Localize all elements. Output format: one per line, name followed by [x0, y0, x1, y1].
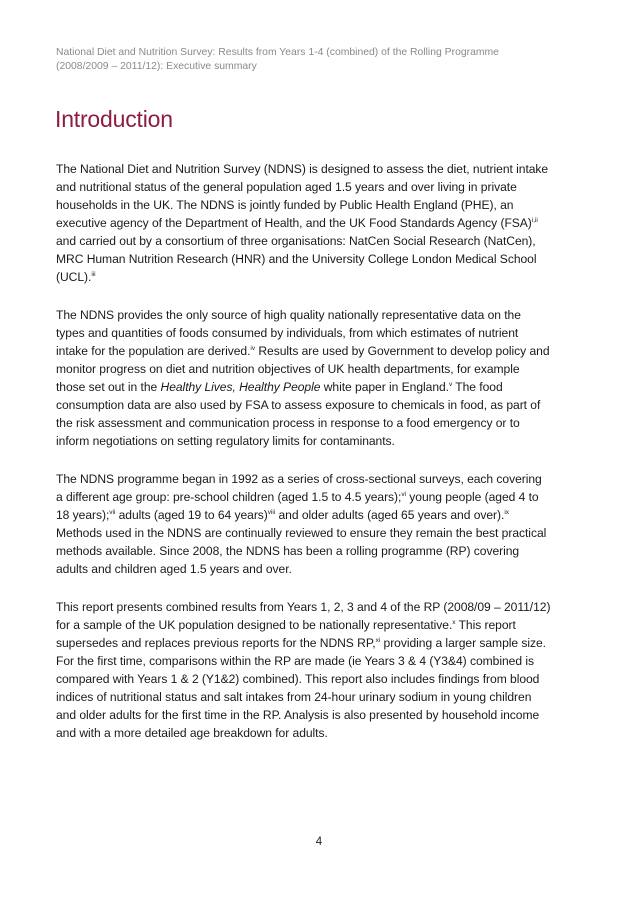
paragraph-2-emphasis-title: Healthy Lives, Healthy People	[160, 380, 321, 394]
paragraph-1-text-1: The National Diet and Nutrition Survey (NDNS) is designed to assess the diet, nutrient intake and nutritional status of the general population aged 1.5 years and over living in private households in the UK. The NDNS is jointly funded by Public Health England (PHE), an executive agency of the Department of Health, and the UK Food Standards Agency (FSA)	[56, 162, 549, 230]
footnote-ref-vi: vi	[401, 491, 406, 498]
footnote-ref-xi: xi	[375, 637, 381, 644]
paragraph-2-text-3: white paper in England.	[320, 380, 449, 394]
footnote-ref-iv: iv	[250, 345, 256, 352]
paragraph-3-text-1: The NDNS programme began in 1992 as a series of cross-sectional surveys, each covering a different age group: pre-school children (aged 1.5 to 4.5 years);	[56, 472, 542, 504]
page-number: 4	[315, 836, 323, 848]
running-header	[56, 46, 586, 74]
footnote-ref-x: x	[452, 619, 456, 626]
page-title: Introduction	[55, 106, 173, 132]
footnote-ref-ix: ix	[504, 509, 509, 516]
paragraph-3-text-5: Methods used in the NDNS are continually reviewed to ensure they remain the best practical methods available. Since 2008, the NDNS has been a rolling programme (RP) covering adults and children aged 1.5 years and over.	[56, 526, 547, 576]
paragraph-2	[56, 306, 551, 450]
body-text	[56, 160, 551, 762]
paragraph-3-text-3: adults (aged 19 to 64 years)	[115, 508, 268, 522]
paragraph-3-text-4: and older adults (aged 65 years and over).	[275, 508, 505, 522]
paragraph-3-text-2: young people (aged 4 to 18 years);	[56, 490, 539, 522]
paragraph-2-text-2: Results are used by Government to develop policy and monitor progress on diet and nutrition objectives of UK health departments, for example those set out in the	[56, 344, 550, 394]
footnote-ref-i-ii: i,ii	[531, 217, 538, 224]
paragraph-3	[56, 470, 551, 578]
footnote-ref-v: v	[448, 381, 453, 388]
paragraph-1	[56, 160, 551, 286]
paragraph-2-text-4: The food consumption data are also used by FSA to assess exposure to chemicals in food, as part of the risk assessment and communication process in response to a food emergency or to inform negotiations on setting regulatory limits for contaminants.	[56, 380, 541, 448]
footnote-ref-viii: viii	[267, 509, 276, 516]
running-header-line-1: National Diet and Nutrition Survey: Results from Years 1-4 (combined) of the Rolling Programme	[56, 47, 499, 58]
paragraph-4	[56, 598, 551, 742]
footnote-ref-vii: vii	[109, 509, 116, 516]
paragraph-4-text-3: providing a larger sample size. For the first time, comparisons within the RP are made (ie Years 3 & 4 (Y3&4) combined is compared with Years 1 & 2 (Y1&2) combined). This report also includes findings from blood indices of nutritional status and salt intakes from 24-hour urinary sodium in young children and older adults for the first time in the RP. Analysis is also presented by household income and with a more detailed age breakdown for adults.	[56, 636, 546, 740]
paragraph-4-text-2: This report supersedes and replaces previous reports for the NDNS RP,	[56, 618, 516, 650]
paragraph-1-text-2: and carried out by a consortium of three organisations: NatCen Social Research (NatCen), MRC Human Nutrition Research (HNR) and the University College London Medical School (UCL).	[56, 234, 537, 284]
paragraph-2-text-1: The NDNS provides the only source of high quality nationally representative data on the types and quantities of foods consumed by individuals, from which estimates of nutrient intake for the population are derived.	[56, 308, 521, 358]
footnote-ref-iii: iii	[91, 271, 96, 278]
paragraph-4-text-1: This report presents combined results from Years 1, 2, 3 and 4 of the RP (2008/09 – 2011/12) for a sample of the UK population designed to be nationally representative.	[56, 600, 551, 632]
running-header-line-2: (2008/2009 – 2011/12): Executive summary	[56, 61, 257, 72]
